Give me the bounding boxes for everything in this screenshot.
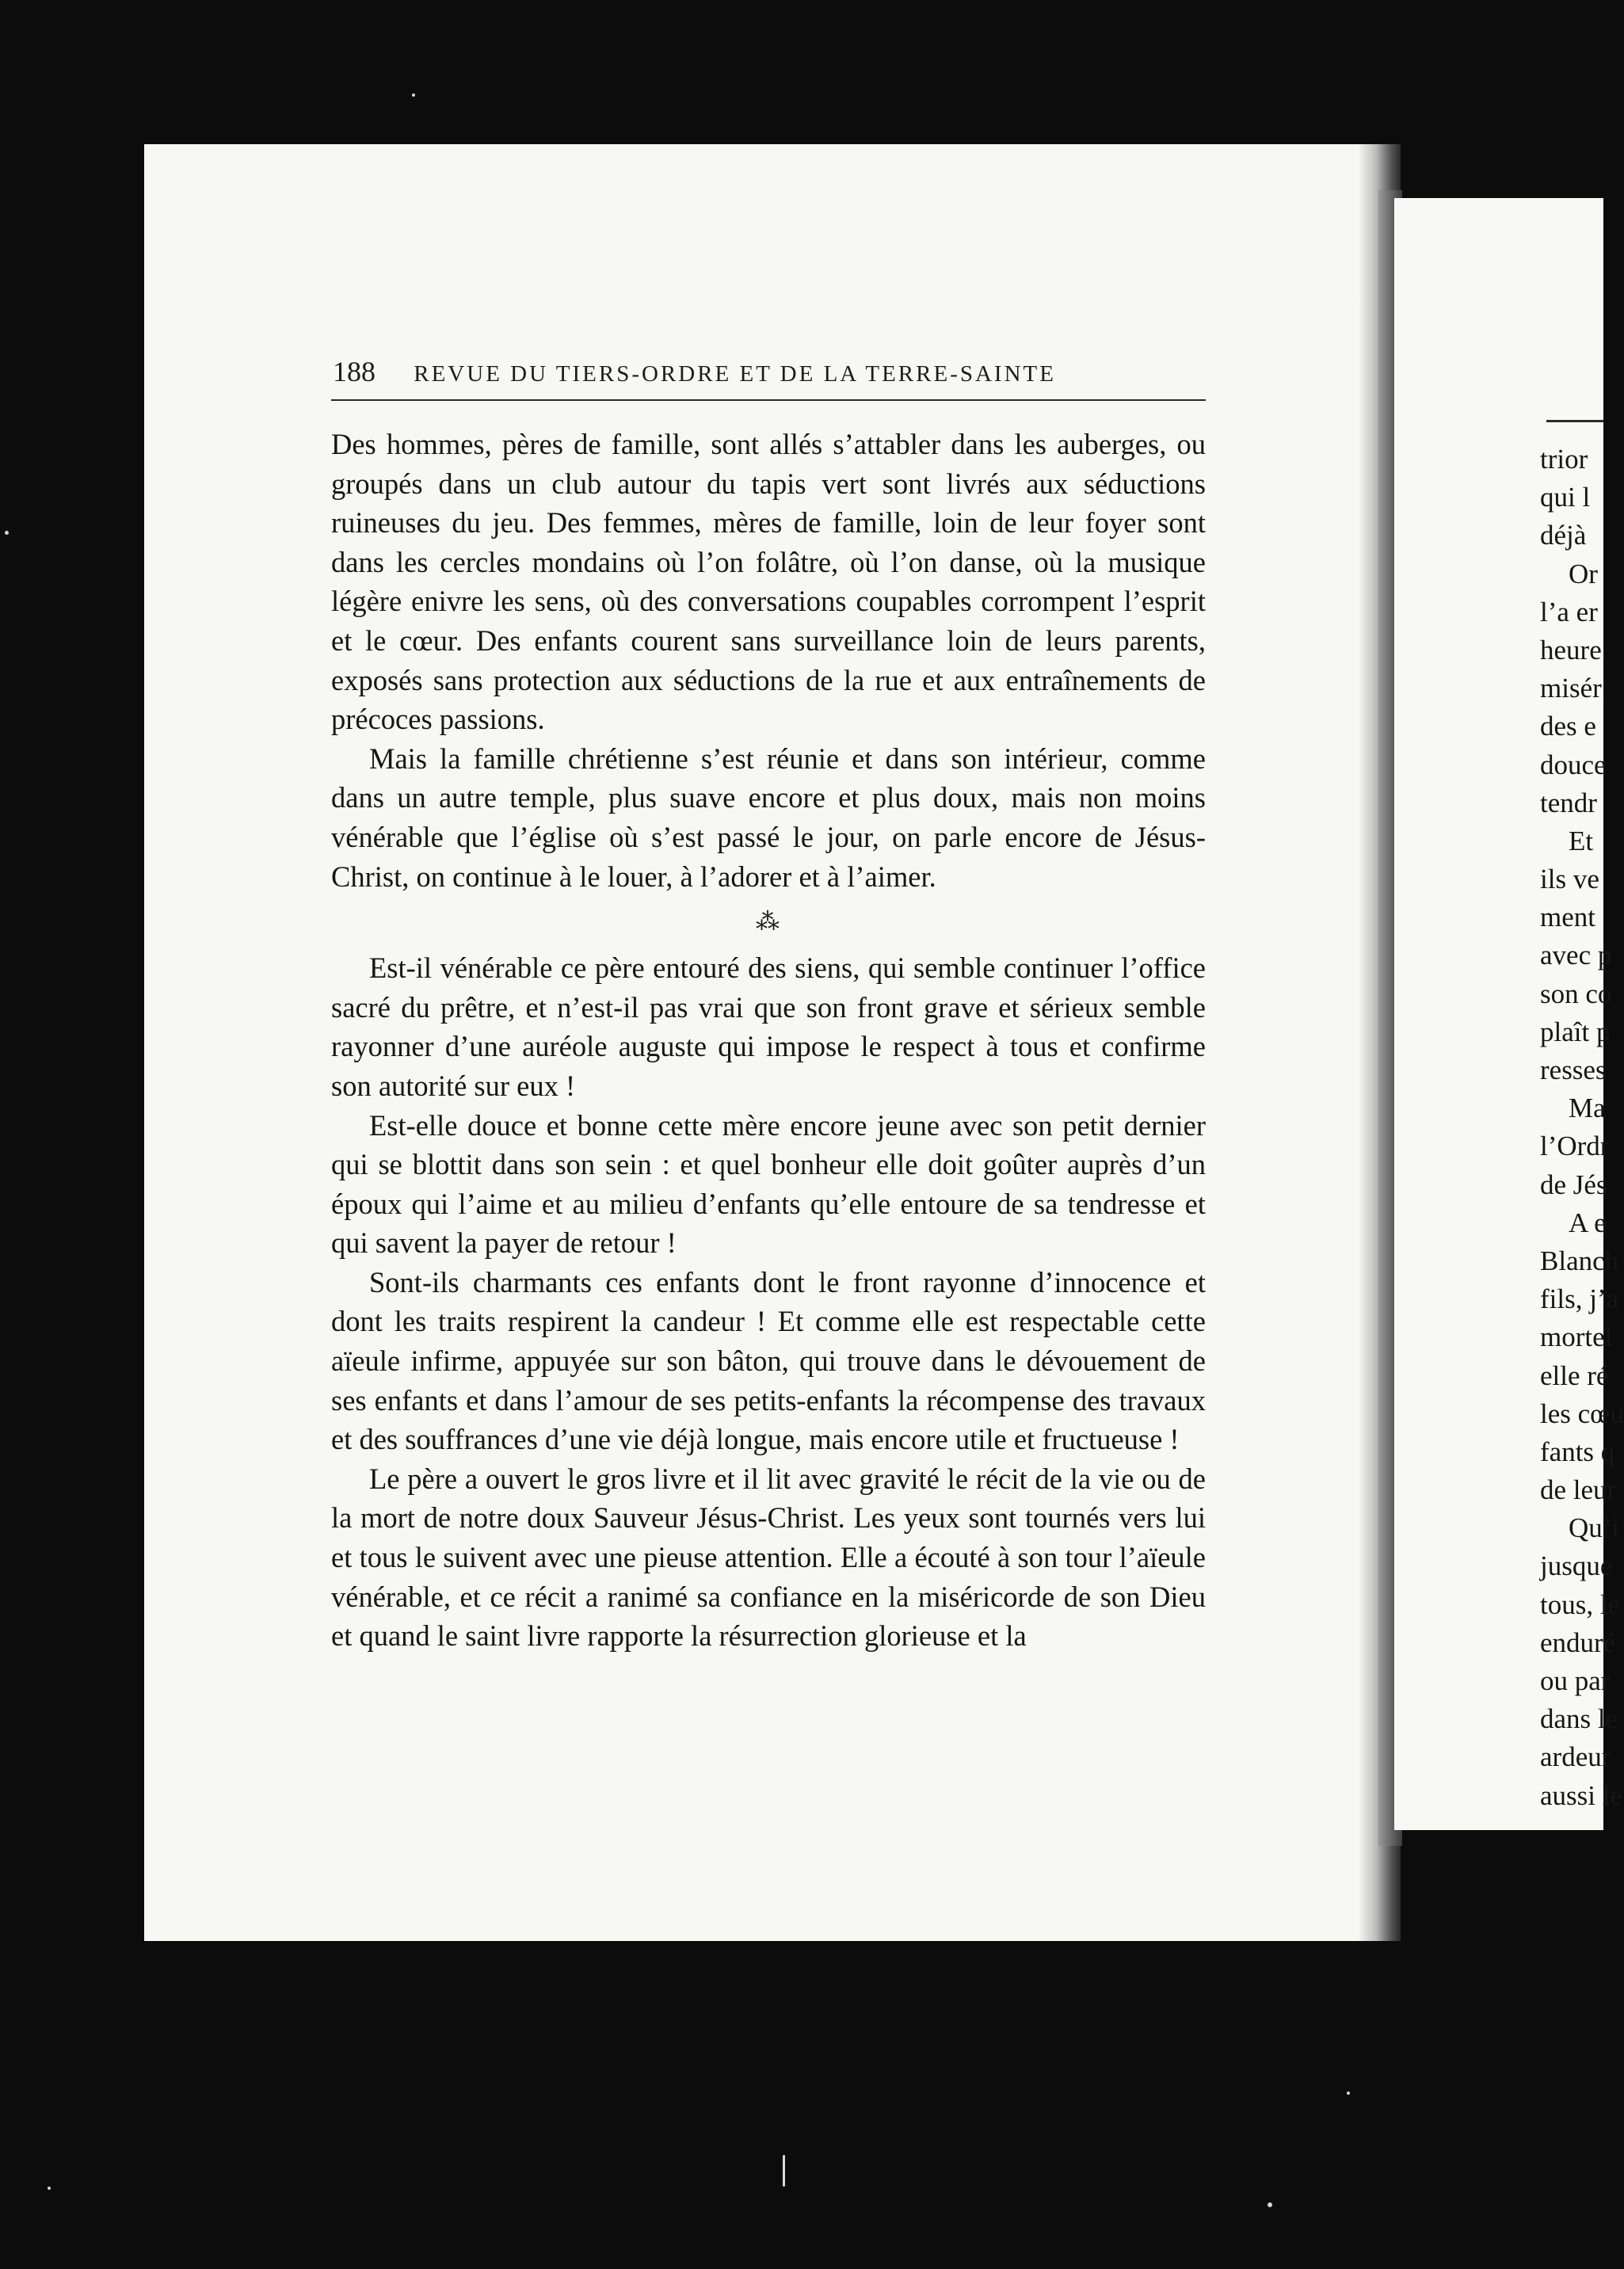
facing-line: trior [1540,444,1588,475]
facing-line: ou par [1540,1665,1611,1696]
facing-line: enduré [1540,1626,1616,1658]
facing-line: aussi le [1540,1779,1623,1811]
paragraph: Est-elle douce et bonne cette mère encore jeune avec son petit dernier qui se blottit dans son sein : et quel bonheur elle doit goûter auprès d’un époux qui l’aime et au milieu d’enfants qu’elle entoure de sa tendresse et qui savent la payer de retour ! [331,1108,1206,1260]
paragraph: Sont-ils charmants ces enfants dont le front rayonne d’innocence et dont les traits respirent la candeur ! Et comme elle est respectable cette aïeule infirme, appuyée sur son bâton, qui trouve dans le dévouement de ses enfants et dans l’amour de ses petits-enfants la récompense des travaux et des souffrances d’une vie déjà longue, mais encore utile et fructueuse ! [331,1265,1206,1456]
facing-line: fants q [1540,1436,1615,1467]
facing-line: resses [1540,1054,1607,1085]
main-text-column [331,425,1206,1656]
facing-line: des e [1540,711,1596,742]
facing-line: Blanch [1540,1245,1619,1276]
dust-speck [48,2187,51,2190]
facing-line: plaît p [1540,1016,1611,1047]
facing-line: douce [1540,749,1607,780]
paragraph: Mais la famille chrétienne s’est réunie et dans son intérieur, comme dans un autre temple, plus suave encore et plus doux, mais non moins vénérable que l’église où s’est passé le jour, on parle encore de Jésus-Christ, on continue à le louer, à l’adorer et à l’aimer. [331,742,1206,893]
facing-line: les cœu [1540,1398,1624,1429]
facing-line: ils ve [1540,864,1599,895]
dust-speck [412,93,415,97]
dust-speck [783,2155,785,2187]
dust-speck [1268,2202,1272,2207]
facing-line: mortel [1540,1321,1613,1353]
facing-line: A e [1569,1207,1607,1238]
facing-page-text [1540,440,1624,1815]
facing-line: tendr [1540,787,1597,818]
paragraph: Des hommes, pères de famille, sont allés s’attabler dans les auberges, ou groupés dans un club autour du tapis vert sont livrés aux séductions ruineuses du jeu. Des femmes, mères de famille, loin de leur foyer sont dans les cercles mondains où l’on folâtre, où l’on danse, où la musique légère enivre les sens, où des conversations coupables corrompent l’esprit et le cœur. Des enfants courent sans surveillance loin de leurs parents, exposés sans protection aux séductions de la rue et aux entraînements de précoces passions. [331,428,1206,736]
dust-speck [1347,2092,1350,2095]
facing-line: elle ré [1540,1359,1609,1391]
paragraph: Le père a ouvert le gros livre et il lit avec gravité le récit de la vie ou de la mort de notre doux Sauveur Jésus-Christ. Les yeux sont tournés vers lui et tous le suivent avec une pieuse attention. Elle a écouté à son tour l’aïeule vénérable, et ce récit a ranimé sa confiance en la miséricorde de son Dieu et quand le saint livre rapporte la résurrection glorieuse et la [331,1462,1206,1653]
running-header [333,355,1204,388]
facing-line: l’Ordr [1540,1131,1610,1162]
facing-line: dans le [1540,1703,1618,1735]
facing-line: Qu’i [1569,1512,1620,1544]
facing-line: heure [1540,634,1602,665]
page-number: 188 [333,356,376,387]
header-rule [331,399,1206,401]
facing-line: Et [1569,825,1594,856]
facing-line: de Jés [1540,1169,1607,1200]
paragraph: Est-il vénérable ce père entouré des siens, qui semble continuer l’office sacré du prêtre, et n’est-il pas vrai que son front grave et sérieux semble rayonner d’une auréole auguste qui impose le respect à tous et confirme son autorité sur eux ! [331,951,1206,1102]
running-title: REVUE DU TIERS-ORDRE ET DE LA TERRE-SAINTE [414,361,1056,387]
facing-line: tous, le [1540,1588,1621,1620]
facing-line: avec p [1540,940,1612,971]
facing-line: qui l [1540,482,1591,513]
facing-line: Ma [1569,1093,1606,1124]
section-break-asterism: ⁂ [756,909,781,936]
facing-line: jusque [1540,1550,1613,1582]
facing-line: misér [1540,673,1602,704]
facing-line: ardeur [1540,1741,1611,1773]
facing-line: l’a er [1540,596,1598,627]
facing-line: de leur [1540,1474,1617,1506]
facing-page-rule [1546,420,1603,422]
dust-speck [5,531,9,535]
facing-line: Or [1569,558,1598,589]
facing-line: fils, j’a [1540,1283,1619,1315]
facing-line: déjà [1540,520,1587,551]
facing-line: ment [1540,902,1595,933]
facing-line: son co [1540,978,1612,1009]
